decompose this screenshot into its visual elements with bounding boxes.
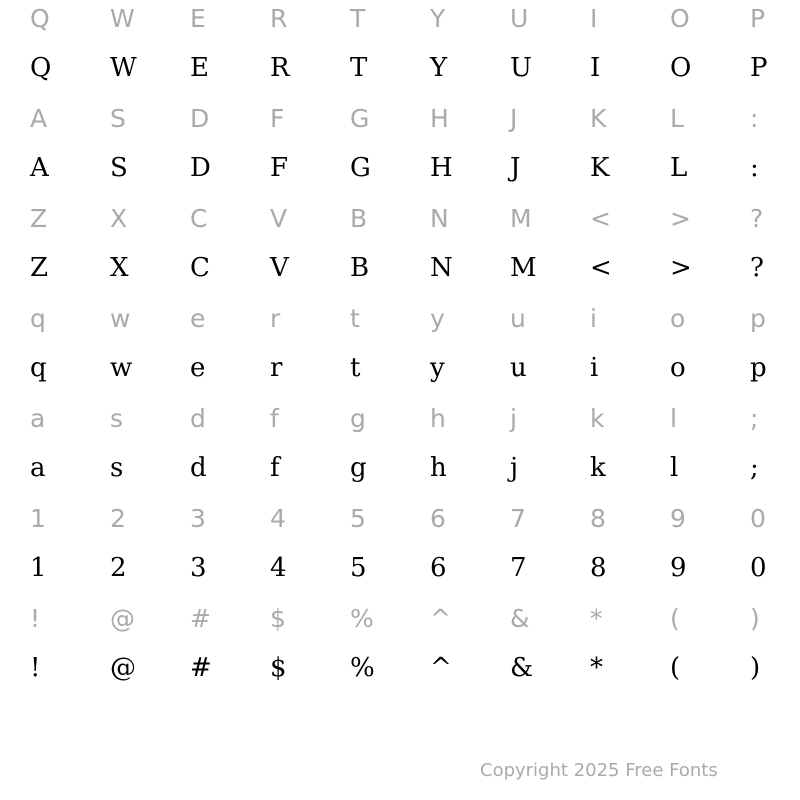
reference-glyph: ;	[750, 404, 759, 433]
reference-glyph: I	[590, 4, 598, 33]
reference-glyph: 6	[430, 504, 446, 533]
reference-glyph: r	[270, 304, 281, 333]
sample-glyph: 3	[190, 553, 207, 583]
reference-glyph: 1	[30, 504, 46, 533]
sample-glyph: &	[510, 653, 534, 683]
reference-glyph: Y	[430, 4, 446, 33]
reference-row-uppercase-bottom	[0, 200, 800, 250]
reference-glyph: A	[30, 104, 48, 133]
reference-row-digits	[0, 500, 800, 550]
sample-glyph: k	[590, 453, 606, 483]
sample-glyph: *	[590, 653, 603, 683]
reference-glyph: s	[110, 404, 124, 433]
reference-glyph: C	[190, 204, 208, 233]
reference-glyph: 5	[350, 504, 366, 533]
sample-glyph: d	[190, 453, 207, 483]
reference-glyph: J	[510, 104, 518, 133]
sample-glyph: Z	[30, 253, 49, 283]
reference-glyph: <	[590, 204, 611, 233]
sample-glyph: y	[430, 353, 445, 383]
sample-glyph: u	[510, 353, 527, 383]
sample-glyph: 1	[30, 553, 47, 583]
reference-glyph: M	[510, 204, 532, 233]
sample-glyph: )	[750, 653, 761, 683]
sample-glyph: O	[670, 53, 692, 83]
reference-glyph: Z	[30, 204, 48, 233]
sample-glyph: i	[590, 353, 599, 383]
sample-row-uppercase-middle	[0, 150, 800, 200]
sample-row-uppercase-top	[0, 50, 800, 100]
sample-row-lowercase-top	[0, 350, 800, 400]
reference-glyph: S	[110, 104, 126, 133]
reference-glyph: E	[190, 4, 206, 33]
reference-glyph: N	[430, 204, 449, 233]
sample-glyph: D	[190, 153, 211, 183]
sample-glyph: s	[110, 453, 124, 483]
sample-row-symbols	[0, 650, 800, 700]
sample-glyph: >	[670, 253, 692, 283]
sample-glyph: C	[190, 253, 210, 283]
reference-glyph: k	[590, 404, 605, 433]
copyright-notice: Copyright 2025 Free Fonts	[480, 760, 718, 781]
reference-row-uppercase-top	[0, 0, 800, 50]
reference-glyph: T	[350, 4, 366, 33]
sample-glyph: 4	[270, 553, 287, 583]
reference-glyph: t	[350, 304, 360, 333]
reference-glyph: d	[190, 404, 206, 433]
sample-glyph: r	[270, 353, 283, 383]
sample-glyph: I	[590, 53, 601, 83]
sample-glyph: %	[350, 653, 375, 683]
sample-glyph: Y	[430, 53, 448, 83]
sample-glyph: B	[350, 253, 370, 283]
sample-glyph: 6	[430, 553, 447, 583]
reference-glyph: H	[430, 104, 449, 133]
sample-glyph: o	[670, 353, 686, 383]
reference-glyph: &	[510, 604, 530, 633]
sample-glyph: @	[110, 653, 136, 683]
reference-glyph: !	[30, 604, 41, 633]
sample-glyph: V	[270, 253, 289, 283]
sample-row-lowercase-middle	[0, 450, 800, 500]
reference-glyph: D	[190, 104, 210, 133]
reference-glyph: o	[670, 304, 686, 333]
reference-glyph: F	[270, 104, 285, 133]
sample-glyph: S	[110, 153, 128, 183]
reference-glyph: f	[270, 404, 279, 433]
sample-glyph: 2	[110, 553, 127, 583]
sample-glyph: E	[190, 53, 209, 83]
sample-row-digits	[0, 550, 800, 600]
sample-glyph: ^	[430, 653, 452, 683]
sample-glyph: 0	[750, 553, 767, 583]
reference-glyph: L	[670, 104, 684, 133]
reference-glyph: a	[30, 404, 46, 433]
reference-glyph: e	[190, 304, 206, 333]
sample-glyph: $	[270, 653, 287, 683]
sample-glyph: P	[750, 53, 768, 83]
reference-glyph: 8	[590, 504, 606, 533]
sample-glyph: 8	[590, 553, 607, 583]
reference-glyph: W	[110, 4, 135, 33]
reference-glyph: :	[750, 104, 759, 133]
sample-glyph: e	[190, 353, 206, 383]
sample-glyph: 5	[350, 553, 367, 583]
sample-glyph: 7	[510, 553, 527, 583]
sample-glyph: j	[510, 453, 519, 483]
reference-glyph: )	[750, 604, 760, 633]
reference-glyph: 2	[110, 504, 126, 533]
reference-glyph: @	[110, 604, 135, 633]
sample-row-uppercase-bottom	[0, 250, 800, 300]
reference-glyph: G	[350, 104, 370, 133]
sample-glyph: F	[270, 153, 289, 183]
sample-glyph: T	[350, 53, 368, 83]
sample-glyph: W	[110, 53, 137, 83]
reference-glyph: (	[670, 604, 680, 633]
sample-glyph: X	[110, 253, 129, 283]
reference-row-lowercase-middle	[0, 400, 800, 450]
reference-row-lowercase-top	[0, 300, 800, 350]
reference-glyph: 9	[670, 504, 686, 533]
reference-glyph: ?	[750, 204, 764, 233]
reference-glyph: g	[350, 404, 366, 433]
reference-glyph: l	[670, 404, 677, 433]
sample-glyph: q	[30, 353, 47, 383]
reference-glyph: B	[350, 204, 368, 233]
reference-glyph: P	[750, 4, 766, 33]
sample-glyph: A	[30, 153, 49, 183]
reference-glyph: U	[510, 4, 529, 33]
reference-row-symbols	[0, 600, 800, 650]
sample-glyph: K	[590, 153, 610, 183]
sample-glyph: g	[350, 453, 367, 483]
sample-glyph: l	[670, 453, 679, 483]
sample-glyph: U	[510, 53, 532, 83]
sample-glyph: N	[430, 253, 453, 283]
sample-glyph: t	[350, 353, 361, 383]
reference-glyph: X	[110, 204, 128, 233]
sample-glyph: Q	[30, 53, 52, 83]
sample-glyph: a	[30, 453, 46, 483]
reference-glyph: Q	[30, 4, 50, 33]
reference-glyph: *	[590, 604, 603, 633]
sample-glyph: <	[590, 253, 612, 283]
sample-glyph: :	[750, 153, 759, 183]
reference-glyph: >	[670, 204, 691, 233]
reference-glyph: u	[510, 304, 526, 333]
sample-glyph: h	[430, 453, 447, 483]
sample-glyph: G	[350, 153, 371, 183]
reference-glyph: O	[670, 4, 690, 33]
reference-glyph: $	[270, 604, 286, 633]
sample-glyph: #	[190, 653, 212, 683]
reference-glyph: i	[590, 304, 597, 333]
sample-glyph: H	[430, 153, 453, 183]
reference-glyph: 3	[190, 504, 206, 533]
sample-glyph: (	[670, 653, 681, 683]
reference-row-uppercase-middle	[0, 100, 800, 150]
reference-glyph: j	[510, 404, 517, 433]
reference-glyph: q	[30, 304, 46, 333]
sample-glyph: L	[670, 153, 688, 183]
sample-glyph: w	[110, 353, 133, 383]
reference-glyph: 7	[510, 504, 526, 533]
reference-glyph: R	[270, 4, 288, 33]
sample-glyph: 9	[670, 553, 687, 583]
reference-glyph: y	[430, 304, 445, 333]
sample-glyph: R	[270, 53, 290, 83]
sample-glyph: p	[750, 353, 767, 383]
sample-glyph: J	[510, 153, 521, 183]
reference-glyph: ^	[430, 604, 451, 633]
reference-glyph: p	[750, 304, 766, 333]
sample-glyph: ;	[750, 453, 759, 483]
sample-glyph: M	[510, 253, 537, 283]
sample-glyph: ?	[750, 253, 764, 283]
sample-glyph: !	[30, 653, 41, 683]
reference-glyph: 0	[750, 504, 766, 533]
reference-glyph: h	[430, 404, 446, 433]
reference-glyph: w	[110, 304, 131, 333]
reference-glyph: K	[590, 104, 607, 133]
reference-glyph: 4	[270, 504, 286, 533]
reference-glyph: %	[350, 604, 374, 633]
sample-glyph: f	[270, 453, 280, 483]
reference-glyph: #	[190, 604, 211, 633]
reference-glyph: V	[270, 204, 288, 233]
